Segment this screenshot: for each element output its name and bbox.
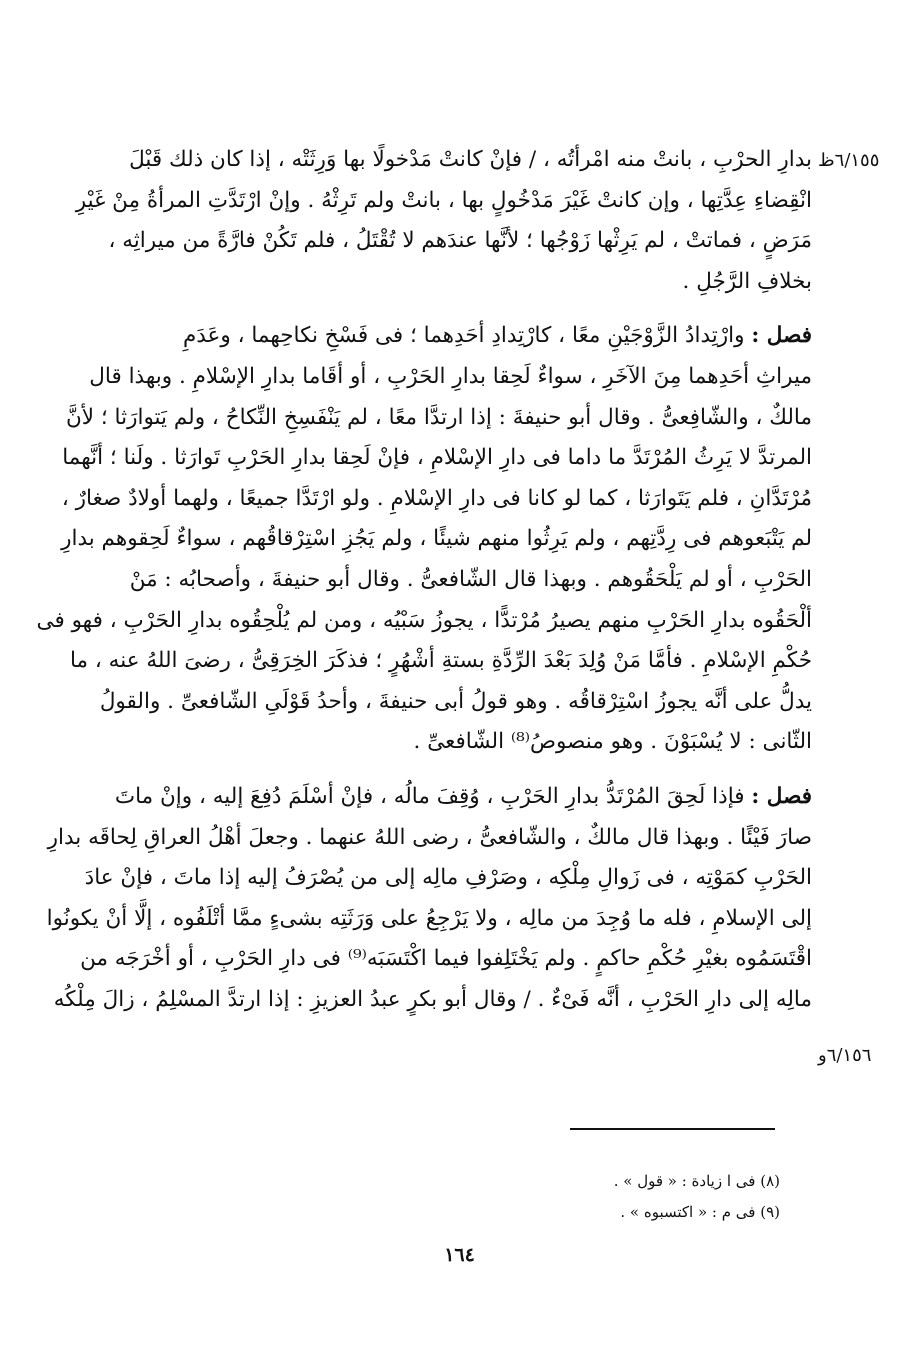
text-line: انْقِضاءِ عِدَّتِها ، وإن كانتْ غَيْرَ مَدْخُولٍ بها ، بانتْ ولم تَرِثْهُ . وإنْ ارْتَدَّتِ المرأةُ مِنْ غَيْرِ	[75, 187, 812, 213]
text-line: الحَرْبِ ، أو لم يَلْحَقُوهم . وبهذا قال الشّافعىُّ . وقال أبو حنيفةَ ، وأصحابُه : مَنْ	[129, 566, 812, 592]
margin-folio-note-bottom: ٦/١٥٦و	[818, 1045, 872, 1066]
text-line: مَرَضٍ ، فماتتْ ، لم يَرِثْها زَوْجُها ؛ لأنَّها عندَهم لا تُقْتَلُ ، فلم تَكُنْ فارَّةً من ميراثِه ،	[108, 228, 812, 254]
text-line: حُكْمِ الإسْلامِ . فأمَّا مَنْ وُلِدَ بَعْدَ الرِّدَّةِ بستةِ أشْهُرٍ ؛ فذكَرَ الخِرَقِىُّ ، رضىَ اللهُ عنه ، ما	[70, 648, 812, 674]
margin-folio-note-top: ٦/١٥٥ظ	[818, 150, 880, 171]
text-line	[112, 777, 812, 818]
text-line: المرتدَّ لا يَرِثُ المُرْتَدَّ ما داما فى دارِ الإسْلامِ ، فإنْ لَحِقا بدارِ الحَرْبِ تَوارَثا . ولَنا ؛ أنَّهما	[62, 445, 812, 471]
paragraph-1	[75, 140, 812, 302]
text-line: الثّانى : لا يُسْبَوْنَ . وهو منصوصُ⁽⁸⁾ الشّافعىِّ .	[413, 729, 812, 755]
text-line: الحَرْبِ كمَوْتِه ، فى زَوالِ مِلْكِه ، وصَرْفِ مالِه إلى من يُصْرَفُ إليه إذا ماتَ ، فإنْ عادَ	[84, 865, 812, 891]
text-line: مالِه إلى دارِ الحَرْبِ ، أنَّه فَىْءٌ . / وقال أبو بكرٍ عبدُ العزيزِ : إذا ارتدَّ المسْلِمُ ، زالَ مِلْكُه	[53, 986, 812, 1012]
text-line: لم يَتْبَعوهم فى رِدَّتِهم ، ولم يَرِثُوا منهم شيئًا ، ولم يَجُزِ اسْتِرْقاقُهم ، سواءٌ لَحِقوهم بدارِ	[61, 526, 812, 552]
text-line: مُرْتَدَّانِ ، فلم يَتَوارَثا ، كما لو كانا فى دارِ الإسْلامِ . ولو ارْتَدَّا جميعًا ، ولهما أولادٌ صغارٌ ،	[61, 485, 812, 511]
footnote: (٩) فى م : « اكتسبوه » .	[620, 1203, 780, 1221]
main-text	[36, 140, 812, 1034]
text-line: صارَ فَيْئًا . وبهذا قال مالكٌ ، والشّافعىُّ ، رضى اللهُ عنهما . وجعلَ أهْلُ العراقِ لِحاقَه بدارِ	[47, 824, 812, 850]
text-line: ألْحَقُوه بدارِ الحَرْبِ منهم يصيرُ مُرْتدًّا ، يجوزُ سَبْيُه ، ومن لم يُلْحِقُوه بدارِ الحَرْبِ ، فهو فى	[36, 607, 812, 633]
text-line: يدلُّ على أنَّه يجوزُ اسْتِرْقاقُه . وهو قولُ أبى حنيفةَ ، وأحدُ قَوْلَىِ الشّافعىِّ . والقولُ	[99, 688, 812, 714]
text-line: إلى الإسلامِ ، فله ما وُجِدَ من مالِه ، ولا يَرْجِعُ على وَرَثَتِه بشىءٍ ممَّا أتْلَفُوه ، إلَّا أنْ يكونُوا	[46, 905, 812, 931]
section-heading-fasl: فصل :	[751, 783, 812, 809]
footnote: (٨) فى ا زيادة : « قول » .	[613, 1172, 780, 1190]
text-line: مالكٌ ، والشّافِعىُّ . وقال أبو حنيفةَ : إذا ارتدَّا معًا ، لم يَنْفَسِخِ النِّكاحُ ، ولم يَتوارَثا ؛ لأنَّ	[66, 404, 812, 430]
text-line: بخلافِ الرَّجُلِ .	[682, 268, 812, 294]
text-line-rest: وارْتِدادُ الزَّوْجَيْنِ معًا ، كارْتِدادِ أحَدِهما ؛ فى فَسْخِ نكاحِهما ، وعَدَمِ	[182, 323, 752, 349]
page-number: ١٦٤	[444, 1244, 475, 1266]
text-line-rest: فإذا لَحِقَ المُرْتَدُّ بدارِ الحَرْبِ ، وُقِفَ مالُه ، فإنْ أسْلَمَ دُفِعَ إليه ، وإنْ ماتَ	[114, 783, 752, 809]
text-line: بدارِ الحرْبِ ، بانتْ منه امْرأتُه ، / فإنْ كانتْ مَدْخولًا بها وَرِثَتْه ، إذا كان ذلك قَبْلَ	[129, 147, 812, 172]
footnotes	[480, 1166, 780, 1228]
paragraph-2	[36, 316, 812, 763]
footnote-divider	[570, 1128, 775, 1130]
section-heading-fasl: فصل :	[751, 323, 812, 349]
text-line	[112, 316, 812, 357]
text-line: اقْتَسَمُوه بغيْرِ حُكْمِ حاكمٍ . ولم يَخْتَلِفوا فيما اكْتَسَبَه⁽⁹⁾ فى دارِ الحَرْبِ ، أو أخْرَجَه من	[80, 946, 812, 972]
paragraph-3	[46, 777, 812, 1021]
text-line: ميراثِ أحَدِهما مِنَ الآخَرِ ، سواءٌ لَحِقا بدارِ الحَرْبِ ، أو أقَاما بدارِ الإسْلامِ . وبهذا قال	[89, 363, 812, 389]
